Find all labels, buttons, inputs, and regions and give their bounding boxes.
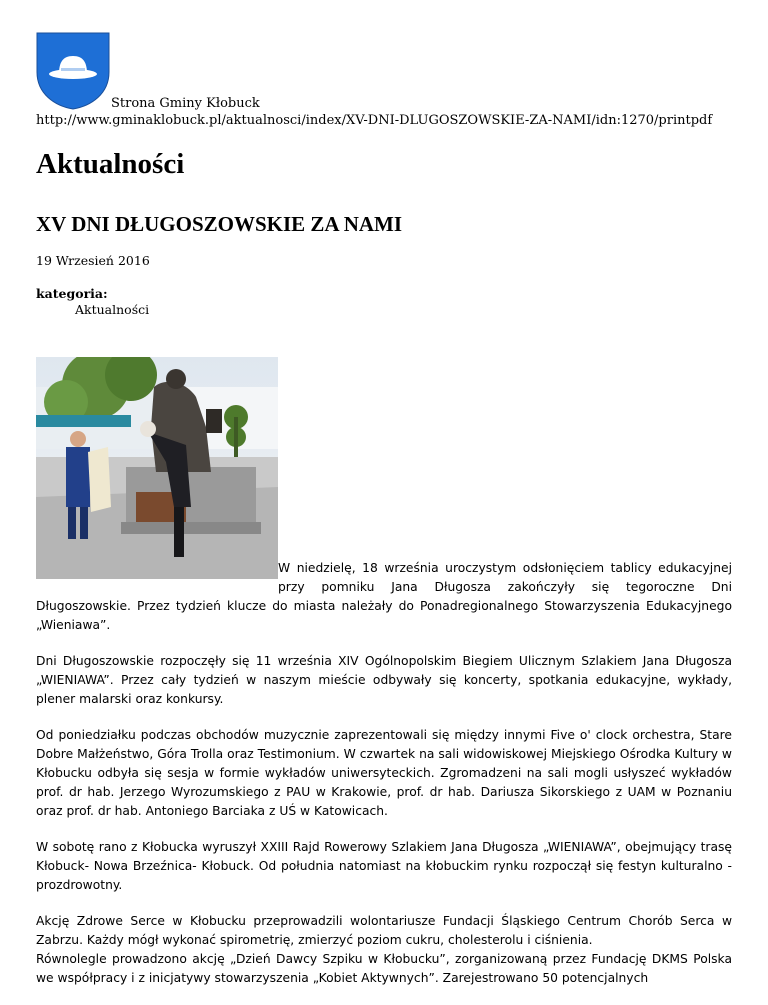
paragraph: Dni Długoszowskie rozpoczęły się 11 września XIV Ogólnopolskim Biegiem Ulicznym Szlakiem Jana Długosza „WIENIAWA”. Przez cały tydzień w naszym mieście odbywały się koncerty, spotkania edukacyjne, wykłady, plener malarski oraz konkursy. xyxy=(36,654,732,706)
paragraph: W niedzielę, 18 września uroczystym odsłonięciem tablicy edukacyjnej przy pomniku Jana Długosza zakończyły się tegoroczne Dni Długoszowskie. Przez tydzień klucze do miasta należały do Ponadregionalnego Stowarzyszenia Edukacyjnego „Wieniawa”. xyxy=(36,561,732,632)
source-url: http://www.gminaklobuck.pl/aktualnosci/index/XV-DNI-DLUGOSZOWSKIE-ZA-NAMI/idn:1270/printpdf xyxy=(36,113,713,128)
paragraph: Równolegle prowadzono akcję „Dzień Dawcy Szpiku w Kłobucku”, zorganizowaną przez Fundację DKMS Polska we współpracy i z inicjatywy stowarzyszenia „Kobiet Aktywnych”. Zarejestrowano 50 potencjalnych xyxy=(36,952,732,985)
paragraph: W sobotę rano z Kłobucka wyruszył XXIII Rajd Rowerowy Szlakiem Jana Długosza „WIENIAWA”, obejmujący trasę Kłobuck- Nowa Brzeźnica- Kłobuck. Od południa natomiast na kłobuckim rynku rozpoczął się festyn kulturalno - prozdrowotny. xyxy=(36,840,732,892)
article-date: 19 Wrzesień 2016 xyxy=(36,253,150,268)
site-name: Strona Gminy Kłobuck xyxy=(111,96,260,111)
paragraph: Od poniedziałku podczas obchodów muzycznie zaprezentowali się między innymi Five o' clock orchestra, Stare Dobre Małżeństwo, Góra Trolla oraz Testimonium. W czwartek na sali widowiskowej Miejskiego Ośrodka Kultury w Kłobucku odbyła się sesja w formie wykładów uniwersyteckich. Zgromadzeni na sali mogli usłyszeć wykładów prof. dr hab. Jerzego Wyrozumskiego z PAU w Krakowie, prof. dr hab. Dariusza Sikorskiego z UAM w Poznaniu oraz prof. dr hab. Antoniego Barciaka z UŚ w Katowicach. xyxy=(36,728,732,818)
section-title: Aktualności xyxy=(36,148,185,180)
category-value: Aktualności xyxy=(75,302,150,317)
paragraph: Akcję Zdrowe Serce w Kłobucku przeprowadzili wolontariusze Fundacji Śląskiego Centrum Chorób Serca w Zabrzu. Każdy mógł wykonać spirometrię, zmierzyć poziom cukru, cholesterolu i ciśnienia. xyxy=(36,914,732,947)
monument-photo xyxy=(36,357,278,579)
site-header xyxy=(36,32,732,112)
article-title: XV DNI DŁUGOSZOWSKIE ZA NAMI xyxy=(36,212,403,236)
coat-of-arms-icon xyxy=(36,32,110,110)
category-label: kategoria: xyxy=(36,286,108,301)
article-body xyxy=(36,357,732,988)
print-page xyxy=(36,32,732,1005)
